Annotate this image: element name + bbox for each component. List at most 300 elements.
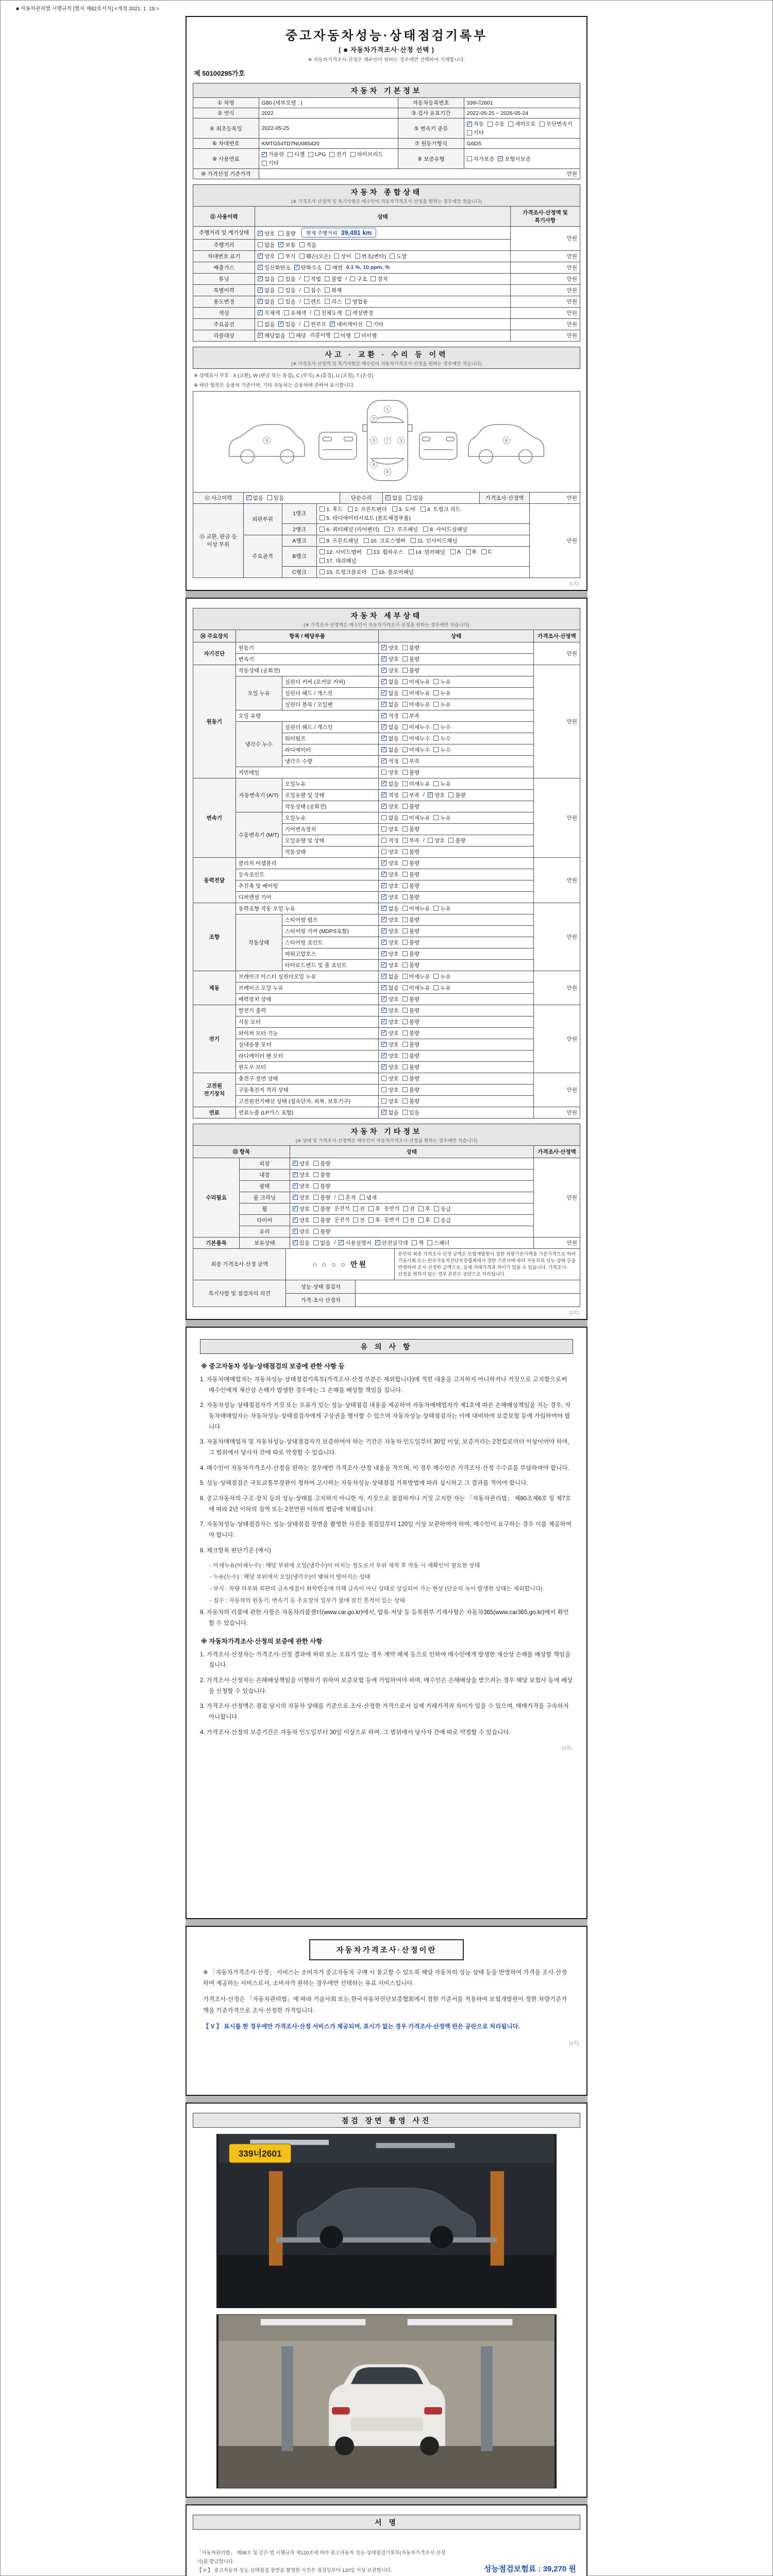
- checkbox[interactable]: [402, 757, 419, 765]
- section-overall-title: 자동차 종합상태: [350, 188, 423, 196]
- checkbox[interactable]: [330, 320, 363, 328]
- checkbox[interactable]: [381, 791, 398, 799]
- checkbox[interactable]: [278, 252, 295, 260]
- checkbox-box: [353, 1206, 358, 1211]
- checkbox[interactable]: [293, 1182, 310, 1190]
- checkbox-box: ✓: [294, 264, 299, 270]
- checkbox[interactable]: [381, 893, 398, 901]
- checkbox[interactable]: [371, 275, 388, 283]
- checkbox[interactable]: [448, 791, 465, 799]
- checkbox[interactable]: [314, 309, 342, 317]
- checkbox-box: ✓: [382, 962, 386, 968]
- pricing-info-title: 자동차가격조사·산정이란: [309, 1939, 464, 1960]
- checkbox-label: 5. 라디에이터서포트 (볼트체결부품): [326, 515, 411, 521]
- checkbox[interactable]: [353, 1216, 365, 1224]
- checkbox[interactable]: [345, 298, 367, 306]
- checkbox-box: [418, 1206, 424, 1211]
- checkbox[interactable]: [402, 859, 419, 867]
- checkbox[interactable]: [278, 286, 295, 294]
- checkbox[interactable]: [427, 1239, 449, 1247]
- part-group-label: 주요골격: [243, 535, 282, 578]
- checkbox[interactable]: [381, 1097, 398, 1105]
- checkbox-box: [313, 1240, 318, 1245]
- state-cell: [379, 710, 533, 721]
- checkbox-box: [384, 527, 390, 532]
- checkbox-label: 흔적: [345, 1194, 356, 1201]
- checkbox[interactable]: [402, 1041, 419, 1048]
- checkbox[interactable]: [381, 735, 398, 742]
- checkbox[interactable]: [402, 1086, 419, 1094]
- field-label: ⑧ 사용연료: [193, 149, 259, 169]
- checkbox-box: [367, 549, 372, 554]
- checkbox[interactable]: [381, 825, 398, 833]
- checkbox-box: ✓: [330, 321, 335, 327]
- checkbox[interactable]: [320, 557, 356, 565]
- svg-text:8: 8: [265, 437, 268, 443]
- checkbox[interactable]: [402, 701, 430, 708]
- checkbox-box: [433, 724, 439, 730]
- checkbox[interactable]: [390, 252, 407, 260]
- checkbox[interactable]: [381, 848, 398, 856]
- checkbox[interactable]: [450, 549, 461, 555]
- checkbox[interactable]: [320, 548, 361, 556]
- checkbox[interactable]: [313, 1216, 330, 1224]
- checkbox[interactable]: [381, 1007, 398, 1014]
- checkbox[interactable]: [339, 1194, 356, 1201]
- state-cell: [379, 823, 533, 835]
- checkbox[interactable]: [381, 1063, 398, 1071]
- notice-item: 4. 가격조사·산정의 보증기간은 자동차 인도일부터 30일 이상으로 하며, 그 범위에서 당사자 간에 따로 약정할 수 있습니다.: [200, 1729, 511, 1736]
- price-cell: 만원: [510, 318, 580, 330]
- state-value: [381, 1019, 423, 1025]
- checkbox-label: 15. 트렁크플로어: [326, 569, 367, 575]
- checkbox[interactable]: [288, 150, 305, 158]
- final-price-label: 최종 가격조사·산정 금액: [193, 1248, 286, 1280]
- checkbox[interactable]: [381, 1109, 398, 1116]
- checkbox[interactable]: [402, 825, 419, 833]
- checkbox[interactable]: [402, 1052, 419, 1060]
- checkbox[interactable]: [540, 120, 573, 128]
- state-cell: [379, 1061, 533, 1073]
- item-label: 리콜대상: [193, 330, 255, 341]
- state-value: [381, 905, 454, 911]
- notice-item: 2. 가격조사·산정자는 손해배상책임을 이행하기 위하여 보증보험 등에 가입하여야 하며, 매수인은 손해배상을 받으려는 경우 해당 보험사 등에 배상을 신청할 수 있습니다.: [200, 1677, 573, 1694]
- checkbox[interactable]: [381, 1086, 398, 1094]
- checkbox[interactable]: [402, 723, 430, 731]
- checkbox-box: [433, 906, 439, 911]
- state-text: /: [299, 276, 301, 282]
- checkbox[interactable]: [508, 120, 536, 128]
- checkbox[interactable]: [402, 780, 430, 788]
- checkbox[interactable]: [448, 837, 465, 844]
- checkbox[interactable]: [381, 882, 398, 890]
- checkbox[interactable]: [433, 905, 450, 912]
- item-cell: 냉각수 수량: [282, 755, 379, 767]
- checkbox[interactable]: [381, 780, 398, 788]
- checkbox[interactable]: [381, 984, 398, 992]
- checkbox[interactable]: [366, 320, 383, 328]
- checkbox[interactable]: [294, 264, 322, 272]
- checkbox[interactable]: [334, 252, 351, 260]
- checkbox[interactable]: [381, 939, 398, 946]
- checkbox[interactable]: [381, 1029, 398, 1037]
- checkbox[interactable]: [375, 1239, 408, 1247]
- item-cell: 구동축전지 격리 상태: [236, 1084, 379, 1095]
- checkbox[interactable]: [488, 120, 505, 128]
- checkbox[interactable]: [402, 871, 419, 878]
- price-cell: 만원: [510, 273, 580, 284]
- checkbox-box: [433, 985, 439, 990]
- checkbox[interactable]: [364, 537, 406, 545]
- checkbox[interactable]: [402, 791, 419, 799]
- checkbox[interactable]: [355, 332, 377, 340]
- checkbox[interactable]: [355, 252, 386, 260]
- checkbox[interactable]: [409, 548, 445, 556]
- checkbox[interactable]: [428, 837, 445, 844]
- checkbox[interactable]: [402, 769, 419, 776]
- checkbox-label: 불량: [409, 1041, 420, 1048]
- checkbox-label: 침수: [310, 287, 321, 294]
- checkbox-box: [402, 781, 408, 786]
- checkbox-label: 안전삼각대: [381, 1240, 408, 1246]
- checkbox[interactable]: [433, 984, 450, 992]
- state-cell: [379, 925, 533, 937]
- checkbox[interactable]: [381, 859, 398, 867]
- checkbox[interactable]: [402, 961, 419, 969]
- checkbox[interactable]: [313, 1171, 330, 1179]
- checkbox[interactable]: [381, 712, 398, 720]
- checkbox[interactable]: [325, 298, 342, 306]
- checkbox[interactable]: [293, 1194, 310, 1201]
- checkbox-label: 불량: [409, 667, 420, 674]
- checkbox[interactable]: [381, 757, 398, 765]
- checkbox[interactable]: [381, 746, 398, 754]
- checkbox[interactable]: [381, 916, 398, 924]
- item-label: 튜닝: [193, 273, 255, 284]
- panel-notice: [186, 1327, 587, 1919]
- checkbox-box: [403, 1217, 408, 1223]
- checkbox[interactable]: [402, 678, 430, 686]
- checkbox[interactable]: [385, 494, 402, 502]
- inspection-photo-1: [216, 2134, 557, 2308]
- checkbox[interactable]: [402, 746, 430, 754]
- checkbox[interactable]: [403, 1216, 415, 1224]
- checkbox[interactable]: [334, 332, 351, 340]
- checkbox[interactable]: [402, 973, 430, 980]
- checkbox[interactable]: [402, 1075, 419, 1082]
- checkbox[interactable]: [381, 837, 398, 844]
- checkbox[interactable]: [372, 568, 414, 576]
- checkbox[interactable]: [428, 791, 445, 799]
- checkbox-label: 없음: [388, 690, 399, 697]
- opinion-text: [356, 1280, 580, 1293]
- state-cell: [379, 982, 533, 993]
- checkbox[interactable]: [368, 1205, 380, 1213]
- checkbox[interactable]: [381, 905, 398, 912]
- checkbox[interactable]: [360, 1194, 377, 1201]
- checkbox[interactable]: [402, 1097, 419, 1105]
- checkbox[interactable]: [381, 1075, 398, 1082]
- notice-item: 1. 자동차매매업자는 자동차성능·상태점검기록부(가격조사·산정 부분은 제외합니다)에 적힌 내용을 고지하지 아니하거나 거짓으로 고지함으로써 매수인에게 재산상 손해가 발생한 경우에는 그 손해를 배상할 책임을 집니다.: [200, 1376, 567, 1394]
- checkbox[interactable]: [433, 814, 450, 822]
- checkbox[interactable]: [381, 644, 398, 652]
- checkbox[interactable]: [313, 1160, 330, 1167]
- checkbox[interactable]: [348, 505, 386, 513]
- checkbox[interactable]: [381, 701, 398, 708]
- checkbox[interactable]: [433, 780, 450, 788]
- checkbox-label: 부식: [285, 253, 296, 260]
- checkbox[interactable]: [467, 120, 484, 128]
- checkbox-box: [284, 310, 289, 315]
- checkbox[interactable]: [320, 537, 358, 545]
- checkbox-box: ✓: [382, 860, 386, 866]
- checkbox[interactable]: [258, 264, 291, 272]
- checkbox[interactable]: [262, 159, 279, 167]
- checkbox[interactable]: [402, 916, 419, 924]
- checkbox[interactable]: [402, 1109, 419, 1116]
- checkbox[interactable]: [402, 984, 430, 992]
- checkbox[interactable]: [402, 905, 430, 912]
- checkbox[interactable]: [384, 526, 418, 533]
- inspection-photo-2: [216, 2314, 557, 2488]
- state-value: [381, 645, 423, 651]
- item-cell: 발전기 출력: [236, 1005, 379, 1016]
- checkbox[interactable]: [293, 1239, 310, 1247]
- checkbox[interactable]: [433, 735, 450, 742]
- checkbox-box: [402, 724, 408, 730]
- checkbox-label: 미세누유: [409, 985, 430, 991]
- checkbox[interactable]: [418, 1216, 430, 1224]
- opinion-row: [193, 1280, 580, 1293]
- checkbox[interactable]: [433, 973, 450, 980]
- checkbox[interactable]: [313, 1194, 330, 1201]
- checkbox[interactable]: [313, 1228, 330, 1235]
- checkbox[interactable]: [434, 1216, 451, 1224]
- notice-subitem: - 누유(누수) : 해당 부위에서 오일(냉각수)이 맺혀서 떨어지는 상태: [210, 1574, 371, 1581]
- checkbox[interactable]: [402, 1007, 419, 1014]
- checkbox-box: [334, 333, 339, 338]
- exchange-row: [193, 535, 580, 546]
- checkbox[interactable]: [381, 927, 398, 935]
- checkbox[interactable]: [402, 655, 419, 663]
- opinion-who: 가격·조사 산정자: [286, 1293, 356, 1307]
- checkbox[interactable]: [258, 320, 275, 328]
- state-value: [258, 332, 380, 338]
- checkbox[interactable]: [299, 241, 316, 249]
- mileage-label: 현재 주행거리: [306, 231, 338, 236]
- pricing-info-paragraph: 가격조사·산정은 「자동차관리법」에 따라 기술사회 또는 한국자동차진단보증협회에서 정한 기준서를 적용하여 보험개발원이 정한 차량기준가액을 기준가격으로 조사·산정한 가격입니다.: [203, 1996, 567, 2014]
- checkbox[interactable]: [381, 803, 398, 810]
- checkbox[interactable]: [433, 746, 450, 754]
- checkbox[interactable]: [289, 332, 306, 340]
- state-value: [381, 758, 423, 764]
- checkbox[interactable]: [293, 1228, 310, 1235]
- checkbox[interactable]: [258, 230, 275, 238]
- item-cell: 타이로드엔드 및 볼 조인트: [282, 959, 379, 971]
- checkbox[interactable]: [381, 678, 398, 686]
- device-cell: 변속기: [193, 778, 236, 857]
- checkbox[interactable]: [418, 1205, 430, 1213]
- checkbox[interactable]: [320, 505, 343, 513]
- detail-row: [193, 880, 580, 891]
- checkbox[interactable]: [402, 848, 419, 856]
- checkbox[interactable]: [258, 275, 275, 283]
- checkbox[interactable]: [320, 568, 366, 576]
- checkbox[interactable]: [368, 1216, 380, 1224]
- checkbox[interactable]: [402, 689, 430, 697]
- checkbox[interactable]: [381, 689, 398, 697]
- checkbox-label: 가솔린: [268, 151, 284, 158]
- checkbox[interactable]: [325, 286, 342, 294]
- checkbox[interactable]: [293, 1205, 310, 1213]
- checkbox[interactable]: [402, 995, 419, 1003]
- checkbox[interactable]: [381, 1018, 398, 1026]
- checkbox[interactable]: [381, 655, 398, 663]
- checkbox[interactable]: [381, 973, 398, 980]
- checkbox[interactable]: [402, 803, 419, 810]
- checkbox-label: 리스: [331, 298, 342, 305]
- checkbox-label: 전: [409, 1206, 415, 1212]
- checkbox[interactable]: [381, 723, 398, 731]
- checkbox[interactable]: [381, 814, 398, 822]
- item-cell: 원동기: [236, 642, 379, 653]
- checkbox[interactable]: [433, 701, 450, 708]
- checkbox[interactable]: [262, 150, 284, 158]
- checkbox[interactable]: [350, 150, 383, 158]
- checkbox[interactable]: [339, 1239, 372, 1247]
- checkbox[interactable]: [293, 1160, 310, 1167]
- checkbox[interactable]: [411, 537, 458, 545]
- checkbox[interactable]: [278, 275, 295, 283]
- checkbox[interactable]: [381, 769, 398, 776]
- checkbox[interactable]: [402, 644, 419, 652]
- checkbox[interactable]: [433, 723, 450, 731]
- checkbox[interactable]: [304, 286, 321, 294]
- checkbox[interactable]: [353, 1205, 365, 1213]
- checkbox[interactable]: [402, 939, 419, 946]
- checkbox[interactable]: [278, 320, 295, 328]
- basic-info-table: [193, 97, 580, 179]
- checkbox[interactable]: [304, 320, 326, 328]
- checkbox[interactable]: [278, 298, 295, 306]
- checkbox[interactable]: [325, 275, 342, 283]
- checkbox[interactable]: [246, 494, 263, 502]
- checkbox[interactable]: [402, 893, 419, 901]
- state-cell: [379, 1073, 533, 1084]
- checkbox[interactable]: [402, 1018, 419, 1026]
- checkbox[interactable]: [421, 505, 461, 513]
- checkbox[interactable]: [325, 264, 342, 272]
- checkbox[interactable]: [402, 882, 419, 890]
- checkbox[interactable]: [406, 494, 423, 502]
- checkbox[interactable]: [329, 150, 346, 158]
- checkbox-label: 자가보증: [473, 156, 495, 162]
- checkbox[interactable]: [267, 494, 284, 502]
- checkbox[interactable]: [299, 252, 331, 260]
- checkbox[interactable]: [466, 549, 476, 555]
- checkbox[interactable]: [258, 241, 275, 249]
- item-cell: 실린더 헤드 / 개스킷: [282, 721, 379, 733]
- notice-item: 3. 가격조사·산정액은 점검 당시의 자동차 상태를 기준으로 조사·산정한 가격으로서 실제 거래가격과 차이가 있을 수 있으며, 매매가격을 구속하지 아니합니다.: [200, 1703, 569, 1721]
- checkbox-box: ✓: [293, 1228, 297, 1234]
- checkbox[interactable]: [402, 814, 430, 822]
- checkbox-label: 미세누유: [409, 815, 430, 821]
- checkbox[interactable]: [467, 129, 484, 137]
- checkbox[interactable]: [402, 950, 419, 958]
- checkbox[interactable]: [258, 286, 275, 294]
- checkbox[interactable]: [258, 298, 275, 306]
- checkbox[interactable]: [320, 514, 411, 522]
- checkbox[interactable]: [320, 526, 379, 533]
- checkbox[interactable]: [350, 275, 367, 283]
- checkbox[interactable]: [304, 298, 321, 306]
- checkbox[interactable]: [304, 275, 321, 283]
- svg-text:3: 3: [373, 437, 375, 443]
- checkbox-label: 적정: [388, 792, 399, 799]
- checkbox[interactable]: [278, 230, 295, 238]
- checkbox[interactable]: [381, 961, 398, 969]
- checkbox[interactable]: [278, 241, 295, 249]
- checkbox[interactable]: [381, 950, 398, 958]
- checkbox[interactable]: [481, 549, 492, 555]
- checkbox[interactable]: [403, 1205, 415, 1213]
- checkbox[interactable]: [346, 309, 374, 317]
- etc-row: [193, 1237, 580, 1248]
- checkbox[interactable]: [258, 309, 280, 317]
- checkbox[interactable]: [381, 1041, 398, 1048]
- checkbox[interactable]: [293, 1171, 310, 1179]
- item-cell: 작동상태 (공회전): [282, 801, 379, 812]
- checkbox[interactable]: [467, 155, 495, 163]
- checkbox-label: 14. 필러패널: [415, 549, 445, 555]
- checkbox[interactable]: [284, 309, 306, 317]
- checkbox[interactable]: [313, 1182, 330, 1190]
- checkbox[interactable]: [402, 837, 419, 844]
- checkbox-box: ✓: [382, 1064, 386, 1070]
- checkbox[interactable]: [313, 1239, 330, 1247]
- checkbox[interactable]: [402, 735, 430, 742]
- checkbox[interactable]: [381, 871, 398, 878]
- checkbox[interactable]: [434, 1205, 451, 1213]
- checkbox[interactable]: [381, 995, 398, 1003]
- checkbox-box: [402, 1019, 408, 1024]
- checkbox[interactable]: [402, 927, 419, 935]
- state-cell: [379, 665, 533, 676]
- checkbox[interactable]: [433, 689, 450, 697]
- checkbox[interactable]: [412, 1239, 424, 1247]
- checkbox[interactable]: [381, 667, 398, 674]
- checkbox[interactable]: [381, 1052, 398, 1060]
- checkbox[interactable]: [402, 667, 419, 674]
- checkbox[interactable]: [498, 155, 531, 163]
- checkbox[interactable]: [258, 252, 275, 260]
- checkbox-label: 양호: [388, 996, 399, 1003]
- checkbox[interactable]: [402, 1029, 419, 1037]
- checkbox[interactable]: [313, 1205, 330, 1213]
- checkbox-box: ✓: [382, 871, 386, 877]
- checkbox[interactable]: [433, 678, 450, 686]
- checkbox[interactable]: [402, 1063, 419, 1071]
- checkbox[interactable]: [423, 526, 467, 533]
- checkbox[interactable]: [258, 332, 285, 340]
- lift-post: [281, 2346, 293, 2451]
- checkbox[interactable]: [402, 712, 419, 720]
- checkbox[interactable]: [308, 151, 326, 158]
- field-value: 2022: [259, 108, 398, 118]
- checkbox[interactable]: [367, 548, 404, 556]
- checkbox[interactable]: [392, 505, 415, 513]
- checkbox[interactable]: [293, 1216, 310, 1224]
